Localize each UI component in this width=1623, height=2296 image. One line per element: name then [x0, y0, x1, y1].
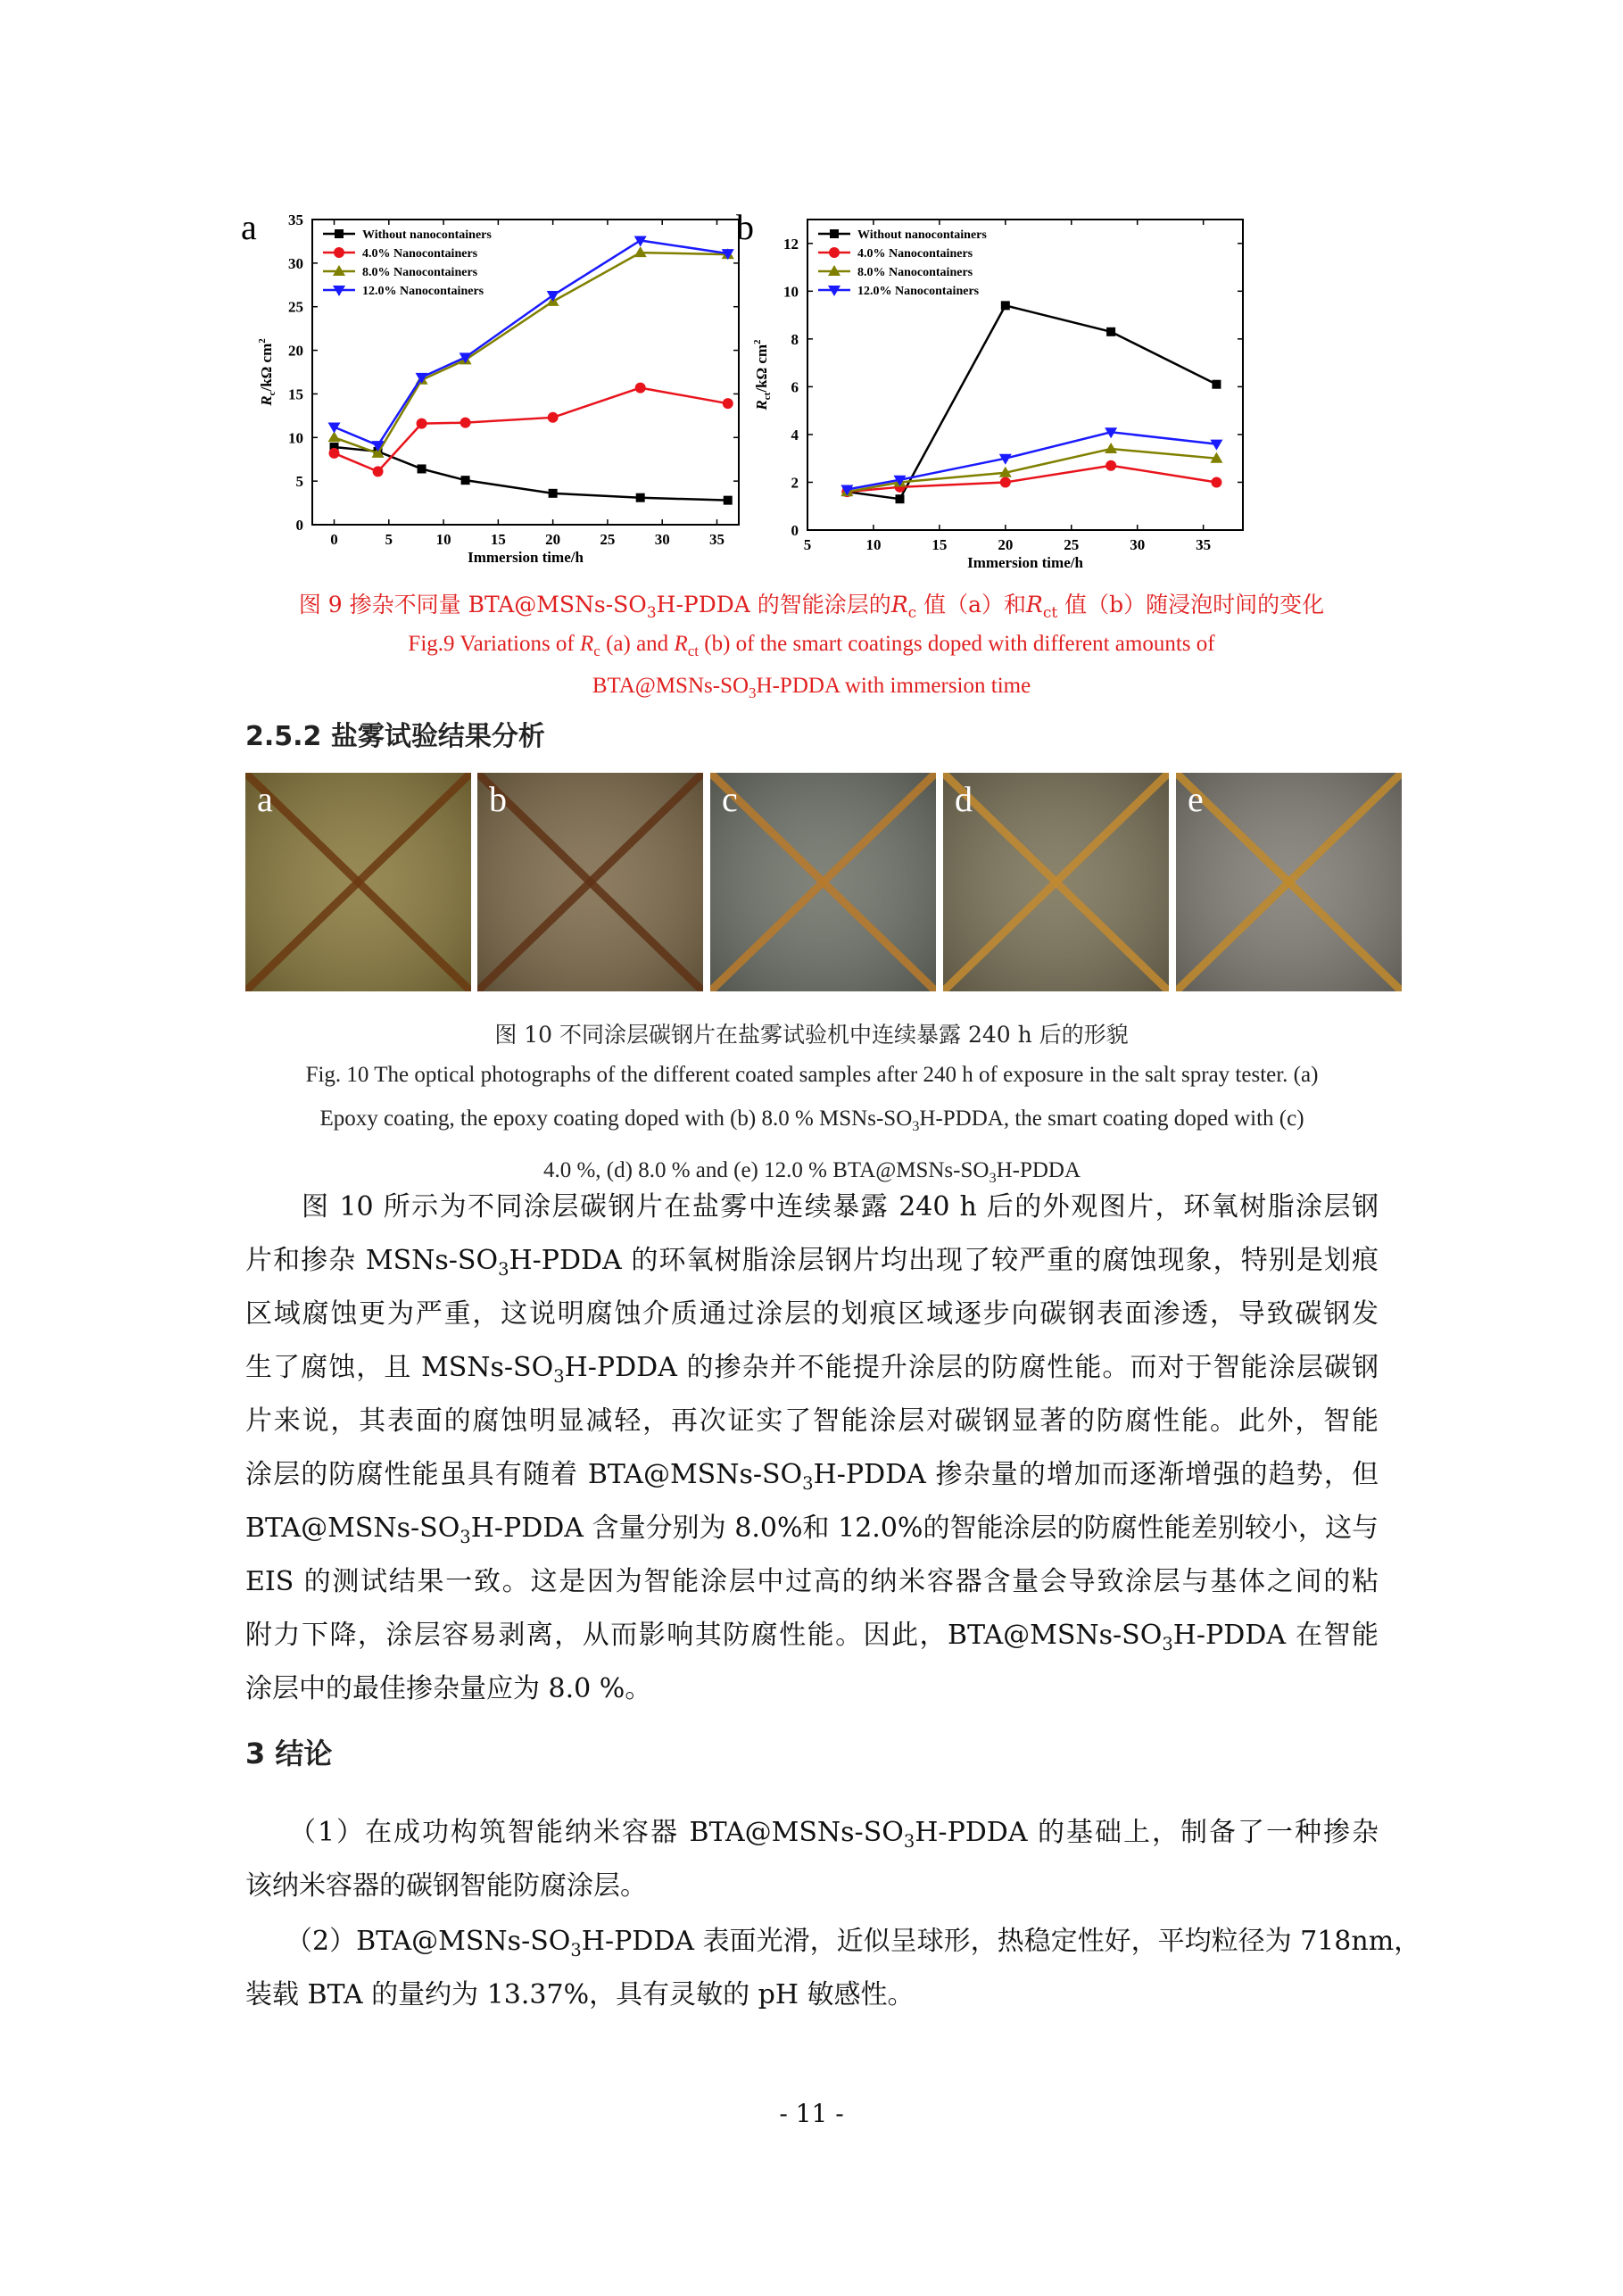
legend-label: Without nanocontainers — [362, 228, 492, 242]
caption-fragment: BTA@MSNs-SO — [592, 674, 749, 698]
section-heading-2-5-2: 2.5.2 盐雾试验结果分析 — [245, 721, 545, 752]
y-tick-label: 6 — [791, 378, 799, 396]
subscript: c — [907, 604, 917, 622]
scratch-cross — [1176, 773, 1402, 991]
x-tick-label: 30 — [654, 531, 670, 548]
y-tick-label: 5 — [295, 473, 303, 491]
conclusion-2 — [245, 1915, 1421, 2022]
legend-entry — [323, 228, 492, 242]
figure9-caption-cn — [0, 587, 1623, 622]
text-line: 生了腐蚀，且 MSNs-$SO_3H$-PDDA 的掺杂并不能提升涂层的防腐性能。而对于智能涂层碳钢 — [245, 1352, 1379, 1387]
y-tick-label: 10 — [783, 283, 799, 301]
data-point — [418, 464, 426, 473]
y-tick-label: 25 — [288, 298, 303, 316]
series-line — [847, 305, 1216, 499]
data-point — [1106, 327, 1115, 336]
legend-label: 4.0% Nanocontainers — [362, 247, 478, 261]
data-point — [1001, 301, 1010, 310]
text-line: 图 10 所示为不同涂层碳钢片在盐雾中连续暴露 240 h 后的外观图片，环氧树脂涂层钢 — [245, 1191, 1379, 1223]
photo-label: b — [489, 779, 507, 819]
symbol-r: R — [1026, 592, 1043, 618]
caption-fragment: (a) and — [600, 632, 675, 656]
legend-label: 12.0% Nanocontainers — [857, 285, 980, 298]
x-axis-label: Immersion time/h — [967, 554, 1083, 571]
data-point — [549, 489, 558, 498]
y-tick-label: 20 — [288, 342, 303, 360]
photo-label: d — [955, 779, 973, 819]
symbol-r: R — [580, 632, 594, 656]
legend-marker — [334, 247, 344, 258]
subscript: 3 — [749, 684, 757, 701]
x-axis-label: Immersion time/h — [468, 549, 584, 566]
subscript: 3 — [646, 604, 657, 622]
legend-label: 8.0% Nanocontainers — [362, 266, 478, 279]
data-point — [373, 466, 384, 477]
x-tick-label: 20 — [545, 531, 561, 548]
y-tick-label: 8 — [791, 330, 799, 348]
caption-fragment: (b) of the smart coatings doped with different amounts of — [699, 632, 1215, 656]
data-point — [1212, 380, 1221, 389]
x-tick-label: 15 — [932, 536, 948, 553]
text-line: 涂层的防腐性能虽具有随着 $BTA@MSNs-SO_3H$-PDDA 掺杂量的增加而逐渐增强的趋势，但 — [245, 1459, 1379, 1494]
legend-entry — [818, 265, 973, 279]
legend-entry — [323, 247, 478, 261]
x-tick-label: 25 — [1064, 536, 1080, 553]
caption-fragment: H-PDDA with immersion time — [756, 674, 1031, 698]
caption-fragment: 值（a）和 — [916, 592, 1027, 618]
salt-spray-photo-b — [477, 773, 703, 991]
text-line: $BTA@MSNs-SO_3H$-PDDA 含量分别为 8.0%和 12.0%的智能涂层的防腐性能差别较小，这与 — [245, 1513, 1379, 1547]
text-line: （1）在成功构筑智能纳米容器 $BTA@MSNs-SO_3H$-PDDA 的基础上，制备了一种掺杂 — [245, 1817, 1379, 1852]
x-tick-label: 25 — [600, 531, 616, 548]
series-0 — [330, 443, 733, 505]
x-tick-label: 15 — [490, 531, 506, 548]
figure10-caption-cn: 图 10 不同涂层碳钢片在盐雾试验机中连续暴露 240 h 后的形貌 — [494, 1022, 1129, 1048]
symbol-r: R — [674, 632, 688, 656]
legend-entry — [818, 228, 987, 242]
x-tick-label: 5 — [385, 531, 393, 548]
text-line: 片来说，其表面的腐蚀明显减轻，再次证实了智能涂层对碳钢显著的防腐性能。此外，智能 — [245, 1405, 1379, 1437]
caption-fragment: 值（b）随浸泡时间的变化 — [1057, 592, 1325, 618]
y-tick-label: 30 — [288, 254, 303, 272]
y-tick-label: 12 — [783, 235, 799, 253]
x-tick-label: 10 — [435, 531, 451, 548]
subscript: ct — [687, 642, 699, 659]
data-point — [896, 494, 905, 503]
text-line: 该纳米容器的碳钢智能防腐涂层。 — [245, 1870, 647, 1902]
legend-label: Without nanocontainers — [857, 228, 987, 242]
scratch-cross — [477, 773, 703, 991]
x-tick-label: 0 — [330, 531, 338, 548]
x-tick-label: 30 — [1130, 536, 1146, 553]
x-tick-label: 5 — [803, 536, 812, 553]
text-line: 装载 BTA 的量约为 13.37%，具有灵敏的 pH 敏感性。 — [245, 1979, 915, 2010]
figure10-caption-en-line: 4.0 %, (d) 8.0 % and (e) 12.0 % $BTA@MSNs-SO_3H$-PDDA — [542, 1158, 1081, 1186]
legend-label: 12.0% Nanocontainers — [362, 285, 484, 298]
text-line: 附力下降，涂层容易剥离，从而影响其防腐性能。因此，$BTA@MSNs-SO_3H$-PDDA 在智能 — [245, 1620, 1379, 1654]
data-point — [723, 398, 733, 409]
caption-fragment: 图 9 掺杂不同量 BTA@MSNs-SO — [298, 592, 647, 618]
panel-label: a — [241, 207, 257, 247]
x-tick-label: 20 — [998, 536, 1014, 553]
figure10-caption-en-line: Epoxy coating, the epoxy coating doped with (b) 8.0 % MSNs-$SO_3H$-PDDA, the smart coating doped with (c) — [319, 1107, 1304, 1134]
scratch-cross — [245, 773, 471, 991]
x-tick-label: 35 — [1196, 536, 1212, 553]
figure10-caption-en-line: Fig. 10 The optical photographs of the different coated samples after 240 h of exposure in the salt spray tester. (a) — [305, 1063, 1319, 1087]
text-line: 涂层中的最佳掺杂量应为 8.0 %。 — [245, 1673, 652, 1704]
series-1 — [329, 383, 733, 477]
photo-label: a — [257, 779, 273, 819]
legend-entry — [818, 285, 980, 298]
y-axis-label: $R_{ct}/k\Omega$ $cm^2$ — [752, 339, 773, 410]
data-point — [1211, 477, 1221, 487]
legend-label: 4.0% Nanocontainers — [857, 247, 973, 261]
y-tick-label: 10 — [288, 429, 303, 447]
chart-panel-b — [736, 207, 1263, 582]
legend-marker — [335, 229, 344, 238]
y-tick-label: 0 — [791, 522, 799, 539]
body-paragraph — [245, 1181, 1379, 1716]
data-point — [329, 448, 340, 459]
y-axis-label: $R_c/k\Omega$ $cm^2$ — [257, 338, 277, 406]
scratch-cross — [943, 773, 1169, 991]
y-tick-label: 2 — [791, 474, 799, 492]
salt-spray-photo-d — [943, 773, 1169, 991]
y-tick-label: 4 — [791, 426, 799, 443]
figure10-caption-en — [232, 1053, 1392, 1200]
data-point — [724, 496, 733, 505]
y-tick-label: 0 — [295, 517, 303, 534]
data-point — [461, 476, 470, 485]
data-point — [1210, 440, 1222, 451]
data-point — [635, 383, 646, 394]
salt-spray-photo-a — [245, 773, 471, 991]
text-line: $(2)BTA@MSNs-SO_3H$-PDDA 表面光滑，近似呈球形，热稳定性好，平均粒径为 718nm， — [245, 1926, 1421, 1960]
salt-spray-photo-c — [710, 773, 936, 991]
photo-label: e — [1188, 779, 1204, 819]
data-point — [1105, 443, 1117, 453]
figure9-caption-en-line2 — [0, 674, 1623, 702]
x-tick-label: 35 — [708, 531, 725, 548]
text-line: EIS 的测试结果一致。这是因为智能涂层中过高的纳米容器含量会导致涂层与基体之间的粘 — [245, 1566, 1379, 1597]
symbol-r: R — [890, 592, 908, 618]
data-point — [1105, 460, 1116, 471]
subscript: ct — [1042, 604, 1058, 622]
panel-label: b — [736, 207, 754, 247]
data-point — [1000, 477, 1011, 487]
legend-marker — [830, 229, 839, 238]
y-tick-label: 15 — [288, 385, 303, 403]
legend-label: 8.0% Nanocontainers — [857, 266, 973, 279]
figure9-caption-en-line1 — [0, 632, 1623, 660]
legend-entry — [323, 285, 484, 298]
legend-entry — [818, 247, 973, 261]
caption-fragment: Fig.9 Variations of — [408, 632, 581, 656]
data-point — [548, 412, 559, 423]
data-point — [636, 493, 645, 502]
legend-entry — [323, 265, 478, 279]
x-tick-label: 10 — [865, 536, 882, 553]
page-number: - 11 - — [779, 2099, 844, 2128]
y-tick-label: 35 — [288, 211, 303, 228]
conclusion-1 — [245, 1806, 1379, 1913]
salt-spray-photo-e — [1176, 773, 1402, 991]
caption-fragment: H-PDDA 的智能涂层的 — [656, 592, 891, 618]
section-heading-3: 3 结论 — [245, 1737, 333, 1770]
text-line: 片和掺杂 MSNs-$SO_3H$-PDDA 的环氧树脂涂层钢片均出现了较严重的腐蚀现象，特别是划痕 — [245, 1245, 1379, 1280]
photo-label: c — [722, 779, 738, 819]
subscript: c — [593, 642, 600, 659]
chart-panel-a — [241, 207, 749, 582]
data-point — [417, 419, 427, 429]
scratch-cross — [710, 773, 936, 991]
legend-marker — [829, 247, 840, 258]
data-point — [460, 418, 471, 428]
text-line: 区域腐蚀更为严重，这说明腐蚀介质通过涂层的划痕区域逐步向碳钢表面渗透，导致碳钢发 — [245, 1298, 1379, 1330]
